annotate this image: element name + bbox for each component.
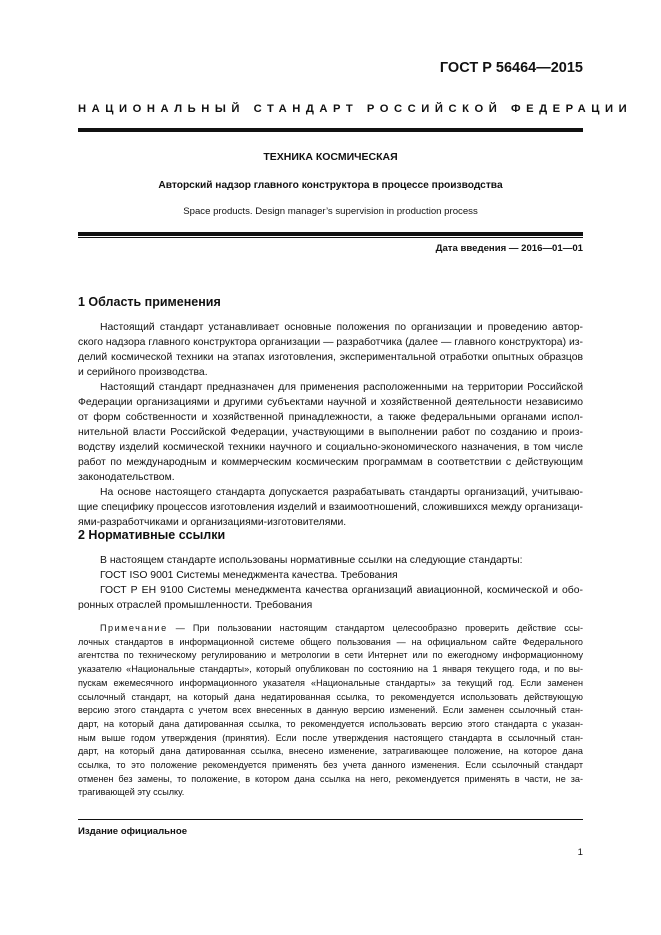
official-edition-label: Издание официальное [78, 826, 188, 837]
text-line: ссылка, то это положение рекомендуется применять без учета данного изменения. Если ссылочный стандарт [78, 760, 583, 771]
text-line: Настоящий стандарт устанавливает основные положения по организации и проведению автор- [100, 322, 583, 333]
text-line: от форм собственности и хозяйственной принадлежности, а также федеральными органами испол- [78, 412, 583, 423]
text-line: ронных отраслей промышленности. Требования [78, 600, 313, 611]
standard-subtitle: Авторский надзор главного конструктора в процессе производства [158, 180, 503, 191]
text-line: дарт, на который дана датированная ссылка, внесено изменение, затрагивающее положение, на которое дана [78, 746, 583, 757]
text-line: ского надзора главного конструктора организации — разработчика (далее — главного конструктора) из- [78, 337, 583, 348]
text-line: ным выше годом утверждения (принятия). Если после утверждения настоящего стандарта в ссылочный стан- [78, 732, 583, 743]
text-line: ГОСТ Р ЕН 9100 Системы менеджмента качества организаций авиационной, космической и обо- [100, 585, 583, 596]
document-code: ГОСТ Р 56464—2015 [439, 60, 583, 76]
top-rule [78, 128, 583, 132]
note-label: Примечание [100, 623, 168, 633]
note-first-text: — При пользовании настоящим стандартом целесообразно проверить действие ссы- [167, 623, 583, 633]
title-bottom-rule-thin [78, 237, 583, 238]
title-bottom-rule-thick [78, 232, 583, 236]
text-line: дарт, на который дана датированная ссылка, то рекомендуется использовать версию этого стандарта с указан- [78, 718, 583, 729]
text-line: указателю «Национальные стандарты», который опубликован по состоянию на 1 января текущего года, и по вы- [78, 664, 583, 675]
text-line: трагивающей эту ссылку. [78, 787, 185, 798]
text-line: отменен без замены, то положение, в котором дана ссылка на него, рекомендуется применять в части, не за- [78, 773, 583, 784]
introduction-date: Дата введения — 2016—01—01 [435, 243, 583, 254]
footer-rule [78, 819, 583, 820]
section-1-paragraph-1 [78, 320, 583, 380]
text-line: щие специфику процессов изготовления изделий и взаимоотношений, сложившихся между организаци- [78, 502, 583, 513]
text-line: В настоящем стандарте использованы нормативные ссылки на следующие стандарты: [100, 555, 523, 566]
text-line: ями-разработчиками и организациями-изготовителями. [78, 517, 347, 528]
page-number: 1 [577, 847, 583, 858]
section-2-paragraph-3 [78, 583, 583, 613]
standard-main-title: ТЕХНИКА КОСМИЧЕСКАЯ [263, 151, 398, 163]
section-1-paragraph-2 [78, 380, 583, 485]
note-first-line [78, 622, 583, 636]
text-line: На основе настоящего стандарта допускается разрабатывать стандарты организаций, учитываю- [100, 487, 583, 498]
text-line: ГОСТ ISO 9001 Системы менеджмента качества. Требования [100, 570, 398, 581]
text-line: и серийного производства. [78, 367, 208, 378]
text-line: ссылочный стандарт, на который дана недатированная ссылка, то рекомендуется использовать действующую [78, 691, 583, 702]
text-line: пускам ежемесячного информационного указателя «Национальные стандарты» за текущий год. Если заменен [78, 677, 583, 688]
text-line: делий космической техники на этапах изготовления, экспериментальной отработки опытных образцов [78, 352, 583, 363]
text-line: агентства по техническому регулированию и метрологии в сети Интернет или по ежегодному информационному [78, 650, 583, 661]
section-2-note [78, 622, 583, 800]
section-2-paragraph-1 [78, 553, 583, 568]
section-1-paragraph-3 [78, 485, 583, 530]
text-line: нительной власти Российской Федерации, участвующими в выполнении работ по созданию и произ- [78, 427, 583, 438]
national-standard-title: НАЦИОНАЛЬНЫЙ СТАНДАРТ РОССИЙСКОЙ ФЕДЕРАЦИИ [78, 103, 633, 115]
text-line: водству изделий космической техники научного и социально-экономического назначения, в том числе [78, 442, 583, 453]
standard-english-title: Space products. Design manager’s supervision in production process [183, 206, 478, 217]
text-line: законодательством. [78, 472, 175, 483]
text-line: работ по международным и коммерческим космическим программам в соответствии с действующим [78, 457, 583, 468]
text-line: Настоящий стандарт предназначен для применения расположенными на территории Российской [100, 382, 583, 393]
text-line: Федерации организациями и другими субъектами научной и хозяйственной деятельности независимо [78, 397, 583, 408]
section-2-heading: 2 Нормативные ссылки [78, 528, 226, 542]
text-line: лочных стандартов в информационной системе общего пользования — на официальном сайте Федерального [78, 636, 583, 647]
text-line: версию этого стандарта с учетом всех внесенных в данную версию изменений. Если заменен ссылочный стан- [78, 705, 583, 716]
section-1-heading: 1 Область применения [78, 295, 221, 309]
section-2-paragraph-2 [78, 568, 583, 583]
